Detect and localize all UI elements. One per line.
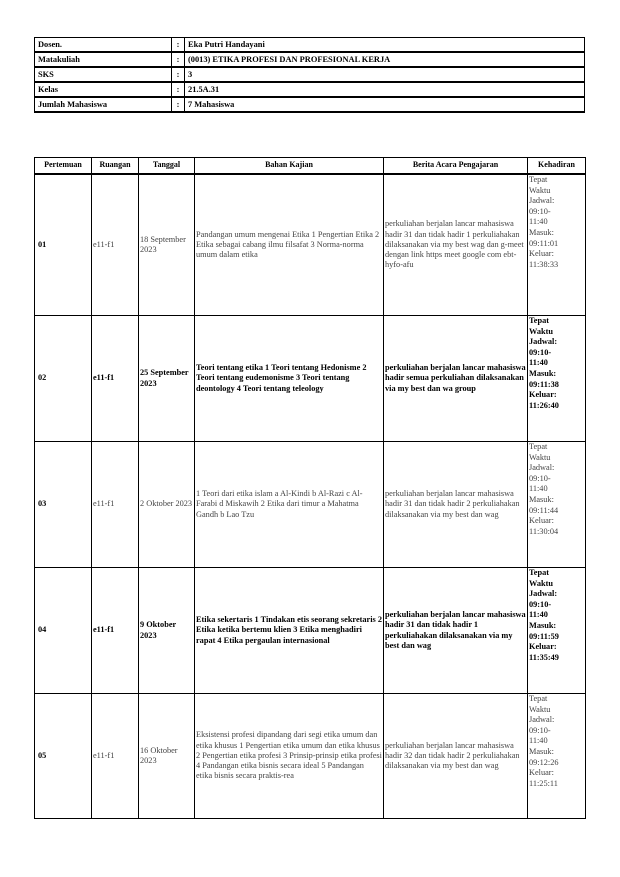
attendance-line: Waktu (529, 578, 553, 588)
room-cell: e11-f1 (92, 174, 139, 316)
attendance-line: Keluar: (529, 249, 554, 259)
attendance-line: 11:38:33 (529, 259, 559, 269)
attendance-line: 09:10- (529, 347, 552, 357)
info-value: Eka Putri Handayani (185, 38, 585, 53)
info-row (35, 97, 585, 112)
attendance-line: 11:40 (529, 736, 548, 746)
teaching-report-cell: perkuliahan berjalan lancar mahasiswa hadir 32 dan tidak hadir 2 perkuliahakan dilaksanakan via my best dan wag (384, 694, 528, 819)
attendance-line: Waktu (529, 185, 551, 195)
attendance-line: 09:11:38 (529, 379, 559, 389)
table-row (35, 174, 586, 316)
attendance-line: 09:10- (529, 473, 551, 483)
attendance-line: Tepat (529, 175, 548, 184)
info-label: Kelas (35, 82, 172, 97)
attendance-line: 11:40 (529, 217, 548, 227)
room-cell: e11-f1 (92, 316, 139, 442)
info-value: 21.5A.31 (185, 82, 585, 97)
info-value: (0013) ETIKA PROFESI DAN PROFESIONAL KERJA (185, 52, 585, 67)
course-info-table (34, 37, 585, 113)
info-label: Dosen. (35, 38, 172, 53)
attendance-line: 11:40 (529, 358, 548, 368)
study-material-cell: Pandangan umum mengenai Etika 1 Pengertian Etika 2 Etika sebagai cabang ilmu filsafat 3 Norma-norma umum dalam etika (195, 174, 384, 316)
attendance-line: Waktu (529, 326, 553, 336)
attendance-line: 09:11:01 (529, 238, 559, 248)
attendance-line: Keluar: (529, 642, 557, 652)
attendance-line: Masuk: (529, 620, 557, 630)
attendance-line: Keluar: (529, 516, 554, 526)
meeting-number: 05 (35, 694, 92, 819)
attendance-line: Keluar: (529, 768, 554, 778)
attendance-line: Jadwal: (529, 337, 558, 347)
attendance-line: 11:25:11 (529, 778, 558, 788)
info-separator: : (172, 52, 185, 67)
date-cell: 9 Oktober 2023 (139, 568, 195, 694)
info-separator: : (172, 82, 185, 97)
header-ruangan: Ruangan (92, 158, 139, 175)
attendance-line: 11:30:04 (529, 526, 559, 536)
attendance-line: 09:10- (529, 206, 551, 216)
attendance-line: Waktu (529, 452, 551, 462)
attendance-line: 11:40 (529, 484, 548, 494)
attendance-line: Waktu (529, 704, 551, 714)
attendance-cell (528, 694, 586, 819)
date-cell: 2 Oktober 2023 (139, 442, 195, 568)
attendance-line: 11:40 (529, 610, 548, 620)
info-label: SKS (35, 67, 172, 82)
attendance-body (35, 174, 586, 819)
table-row (35, 694, 586, 819)
attendance-cell (528, 568, 586, 694)
attendance-line: 09:11:59 (529, 631, 559, 641)
study-material-cell: Etika sekertaris 1 Tindakan etis seorang sekretaris 2 Etika ketika bertemu klien 3 Etika menghadiri rapat 4 Etika pergaulan internasional (195, 568, 384, 694)
attendance-line: Masuk: (529, 227, 554, 237)
date-cell: 18 September 2023 (139, 174, 195, 316)
attendance-line: 11:26:40 (529, 400, 559, 410)
header-bahan-kajian: Bahan Kajian (195, 158, 384, 175)
info-separator: : (172, 38, 185, 53)
attendance-line: Jadwal: (529, 196, 555, 206)
header-tanggal: Tanggal (139, 158, 195, 175)
room-cell: e11-f1 (92, 694, 139, 819)
attendance-line: Jadwal: (529, 589, 558, 599)
course-info-body (35, 38, 585, 113)
attendance-line: Tepat (529, 316, 549, 325)
header-kehadiran: Kehadiran (528, 158, 586, 175)
attendance-line: Jadwal: (529, 463, 555, 473)
meeting-number: 03 (35, 442, 92, 568)
info-row (35, 82, 585, 97)
attendance-line: 09:10- (529, 599, 552, 609)
attendance-line: 11:35:49 (529, 652, 559, 662)
attendance-line: 09:12:26 (529, 757, 559, 767)
attendance-line: Masuk: (529, 746, 554, 756)
attendance-line: 09:10- (529, 725, 551, 735)
attendance-cell (528, 174, 586, 316)
attendance-line: Masuk: (529, 494, 554, 504)
info-row (35, 67, 585, 82)
table-header-row (35, 158, 586, 175)
teaching-report-cell: perkuliahan berjalan lancar mahasiswa hadir semua perkuliahan dilaksanakan via my best dan wa group (384, 316, 528, 442)
attendance-cell (528, 442, 586, 568)
attendance-line: Tepat (529, 568, 549, 577)
attendance-line: Tepat (529, 442, 548, 451)
teaching-report-cell: perkuliahan berjalan lancar mahasiswa hadir 31 dan tidak hadir 2 perkuliahakan dilaksanakan via my best dan wag (384, 442, 528, 568)
room-cell: e11-f1 (92, 442, 139, 568)
table-row (35, 442, 586, 568)
info-row (35, 52, 585, 67)
info-value: 3 (185, 67, 585, 82)
teaching-report-cell: perkuliahan berjalan lancar mahasiswa hadir 31 dan tidak hadir 1 perkuliahakan dilaksanakan via my best wag dan g-meet dengan link https meet google com ebt-hyfo-afu (384, 174, 528, 316)
attendance-line: Keluar: (529, 390, 557, 400)
info-separator: : (172, 67, 185, 82)
info-value: 7 Mahasiswa (185, 97, 585, 112)
info-label: Matakuliah (35, 52, 172, 67)
date-cell: 16 Oktober 2023 (139, 694, 195, 819)
teaching-report-cell: perkuliahan berjalan lancar mahasiswa hadir 31 dan tidak hadir 1 perkuliahakan dilaksanakan via my best dan wag (384, 568, 528, 694)
attendance-line: Tepat (529, 694, 548, 703)
attendance-line: Masuk: (529, 368, 557, 378)
attendance-cell (528, 316, 586, 442)
info-separator: : (172, 97, 185, 112)
attendance-table (34, 157, 586, 819)
table-row (35, 316, 586, 442)
meeting-number: 04 (35, 568, 92, 694)
study-material-cell: Eksistensi profesi dipandang dari segi etika umum dan etika khusus 1 Pengertian etika umum dan etika khusus 2 Pengertian etika profesi 3 Prinsip-prinsip etika profesi 4 Pandangan etika bisnis secara ideal 5 Pandangan etika bisnis secara praktis-rea (195, 694, 384, 819)
header-pertemuan: Pertemuan (35, 158, 92, 175)
attendance-line: Jadwal: (529, 715, 555, 725)
attendance-line: 09:11:44 (529, 505, 559, 515)
table-row (35, 568, 586, 694)
study-material-cell: Teori tentang etika 1 Teori tentang Hedonisme 2 Teori tentang eudemonisme 3 Teori tentang deontology 4 Teori tentang teleology (195, 316, 384, 442)
meeting-number: 01 (35, 174, 92, 316)
info-label: Jumlah Mahasiswa (35, 97, 172, 112)
info-row (35, 38, 585, 53)
date-cell: 25 September 2023 (139, 316, 195, 442)
room-cell: e11-f1 (92, 568, 139, 694)
header-berita-acara: Berita Acara Pengajaran (384, 158, 528, 175)
study-material-cell: 1 Teori dari etika islam a Al-Kindi b Al-Razi c Al-Farabi d Miskawih 2 Etika dari timur a Mahatma Gandh b Lao Tzu (195, 442, 384, 568)
meeting-number: 02 (35, 316, 92, 442)
